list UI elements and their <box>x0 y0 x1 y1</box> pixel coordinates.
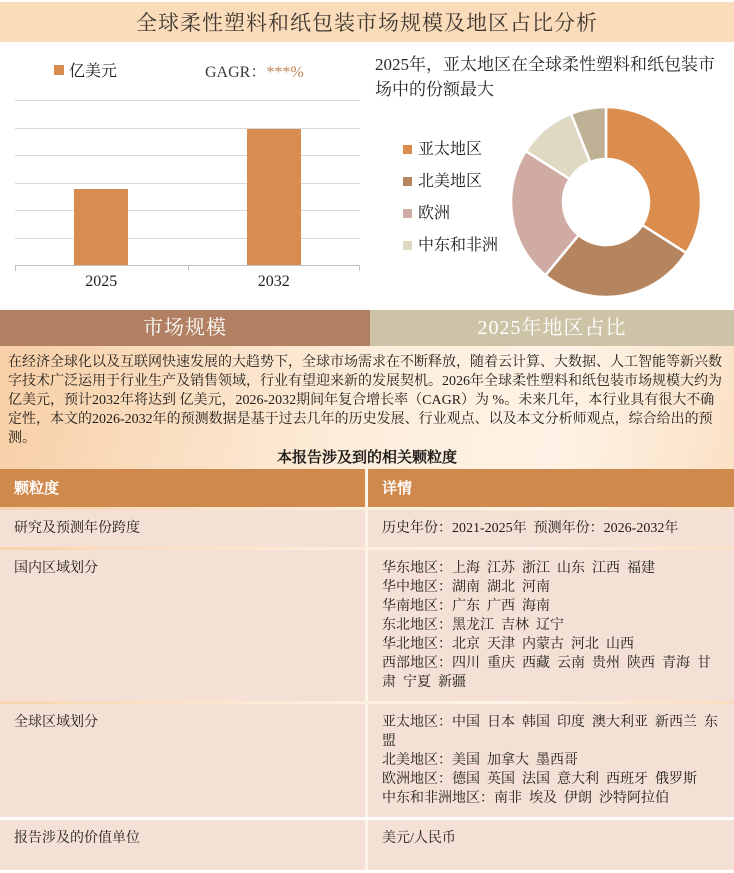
legend-swatch-icon <box>403 177 412 186</box>
axis-tick <box>359 266 360 271</box>
detail-cell <box>368 704 734 817</box>
gridline <box>15 128 360 129</box>
table-row <box>0 704 734 817</box>
detail-cell <box>368 510 734 547</box>
detail-line: 中东和非洲地区：南非 埃及 伊朗 沙特阿拉伯 <box>382 791 669 806</box>
detail-cell <box>368 820 734 870</box>
granularity-table-body <box>0 510 734 870</box>
bar-chart-section <box>0 42 367 310</box>
legend-label: 欧洲 <box>418 205 451 222</box>
granularity-cell: 全球区域划分 <box>0 704 368 817</box>
report-content <box>0 346 734 846</box>
tab-market-size[interactable]: 市场规模 <box>0 310 370 346</box>
detail-line: 北美地区：美国 加拿大 墨西哥 <box>382 753 578 768</box>
legend-swatch-icon <box>54 65 64 75</box>
x-tick-label-2025: 2025 <box>85 273 118 290</box>
granularity-cell: 国内区域划分 <box>0 550 368 701</box>
detail-line: 美元/人民币 <box>382 831 456 846</box>
legend-label: 中东和非洲 <box>418 237 499 254</box>
detail-cell <box>368 550 734 701</box>
gridline <box>15 183 360 184</box>
bar-2032 <box>247 129 301 265</box>
axis-tick <box>15 266 16 271</box>
table-header-granularity: 颗粒度 <box>0 469 368 507</box>
cagr-label <box>205 59 304 82</box>
detail-line: 西部地区：四川 重庆 西藏 云南 贵州 陕西 青海 甘肃 宁夏 新疆 <box>382 656 711 690</box>
page-title: 全球柔性塑料和纸包装市场规模及地区占比分析 <box>136 11 598 35</box>
donut-heading: 2025年，亚太地区在全球柔性塑料和纸包装市场中的份额最大 <box>375 55 715 99</box>
legend-item-亚太地区 <box>403 140 507 159</box>
axis-tick <box>188 266 189 271</box>
table-header-detail: 详情 <box>368 469 734 507</box>
granularity-cell: 研究及预测年份跨度 <box>0 510 368 547</box>
table-row <box>0 510 734 547</box>
detail-line: 历史年份：2021-2025年 预测年份：2026-2032年 <box>382 521 679 536</box>
table-row <box>0 820 734 870</box>
summary-paragraph: 在经济全球化以及互联网快速发展的大趋势下，全球市场需求在不断释放，随着云计算、大数据、人工智能等新兴数字技术广泛运用于行业生产及销售领域，行业有望迎来新的发展契机。2026年全球柔性塑料和纸包装市场规模大约为 亿美元，预计2032年将达到 亿美元，2026-2032期间年复合增长率（CAGR）为 %。未来几年，本行业具有很大不确定性，本文的2026-2032年的预测数据是基于过去几年的历史发展、行业观点、以及本文分析师观点，综合给出的预测。 <box>8 355 726 446</box>
legend-item-北美地区 <box>403 172 507 191</box>
legend-label: 北美地区 <box>418 173 483 190</box>
gridline <box>15 100 360 101</box>
charts-section <box>0 42 734 310</box>
detail-line: 欧洲地区：德国 英国 法国 意大利 西班牙 俄罗斯 <box>382 772 697 787</box>
legend-swatch-icon <box>403 145 412 154</box>
bar-legend-label: 亿美元 <box>69 63 118 80</box>
detail-line: 华东地区：上海 江苏 浙江 山东 江西 福建 <box>382 561 655 576</box>
table-title: 本报告涉及到的相关颗粒度 <box>276 450 457 466</box>
granularity-cell: 报告涉及的价值单位 <box>0 820 368 870</box>
legend-item-中东和非洲 <box>403 236 507 255</box>
detail-line: 亚太地区：中国 日本 韩国 印度 澳大利亚 新西兰 东盟 <box>382 715 718 749</box>
tab-region-share[interactable]: 2025年地区占比 <box>370 310 734 346</box>
legend-item-欧洲 <box>403 204 507 223</box>
bar-2025 <box>74 189 128 265</box>
tabs-row <box>0 310 734 346</box>
table-header-row <box>0 469 734 507</box>
detail-line: 华南地区：广东 广西 海南 <box>382 599 550 614</box>
x-tick-label-2032: 2032 <box>257 273 290 290</box>
detail-line: 东北地区：黑龙江 吉林 辽宁 <box>382 618 564 633</box>
legend-label: 亚太地区 <box>418 141 483 158</box>
page-title-bar <box>0 2 734 42</box>
gridline <box>15 238 360 239</box>
gridline <box>15 210 360 211</box>
detail-line: 华中地区：湖南 湖北 河南 <box>382 580 550 595</box>
granularity-table <box>0 466 734 873</box>
bar-x-labels <box>15 273 360 293</box>
detail-line: 华北地区：北京 天津 内蒙古 河北 山西 <box>382 637 634 652</box>
donut-chart <box>506 102 706 302</box>
bar-plot <box>15 100 360 266</box>
donut-chart-section <box>367 42 734 310</box>
gridline <box>15 155 360 156</box>
cagr-prefix: GAGR： <box>205 64 267 81</box>
cagr-value: ***% <box>266 64 304 81</box>
table-row <box>0 550 734 701</box>
bar-chart-legend <box>54 58 117 81</box>
legend-swatch-icon <box>403 241 412 250</box>
donut-legend <box>403 140 507 255</box>
legend-swatch-icon <box>403 209 412 218</box>
